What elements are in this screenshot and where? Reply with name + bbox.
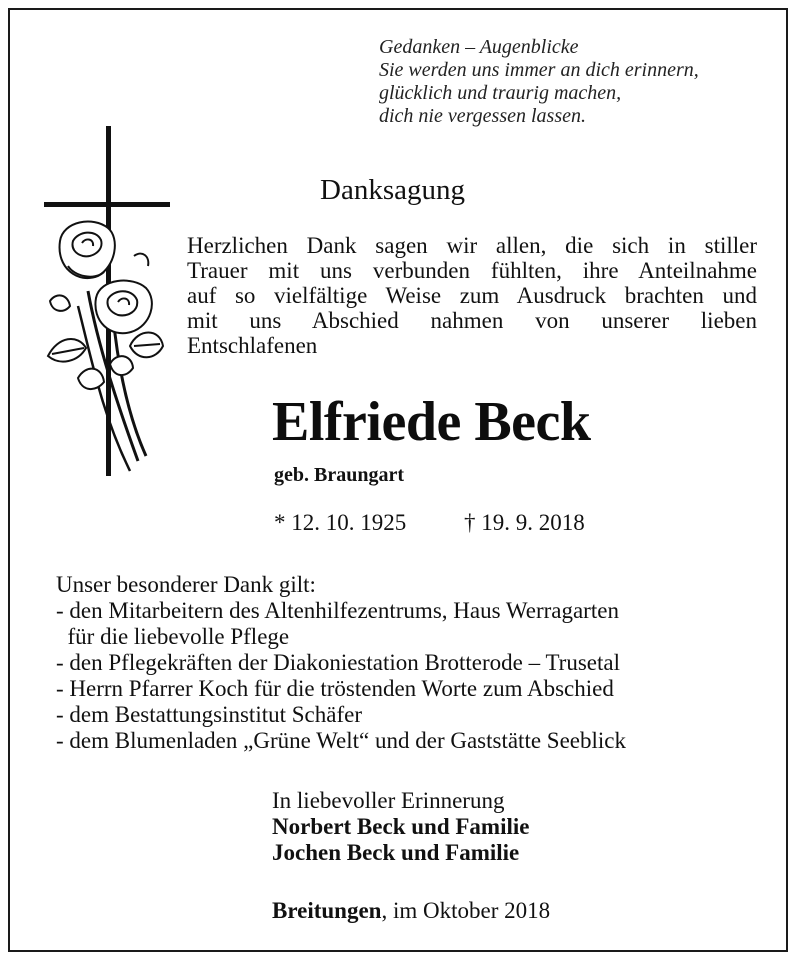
poem-line: dich nie vergessen lassen. — [379, 105, 586, 127]
thanks-item: - den Mitarbeitern des Altenhilfezentrums, Haus Werragarten — [56, 598, 619, 623]
intro-line: mit uns Abschied nahmen von unserer lieben — [187, 308, 757, 333]
memory-line: In liebevoller Erinnerung — [272, 788, 505, 813]
cross-horizontal-beam — [44, 202, 170, 207]
memorial-poem — [379, 36, 699, 128]
page-title: Danksagung — [320, 174, 465, 206]
intro-line: auf so vielfältige Weise zum Ausdruck brachten und — [187, 283, 757, 308]
thanks-item: - dem Blumenladen „Grüne Welt“ und der Gaststätte Seeblick — [56, 728, 626, 753]
cross-with-roses-icon — [38, 116, 178, 476]
closing-date: , im Oktober 2018 — [381, 898, 551, 923]
deceased-name: Elfriede Beck — [272, 391, 591, 453]
poem-line: Sie werden uns immer an dich erinnern, — [379, 59, 699, 81]
place-name: Breitungen — [272, 898, 382, 923]
thanks-item: - Herrn Pfarrer Koch für die tröstenden Worte zum Abschied — [56, 676, 614, 701]
thanks-item: - dem Bestattungsinstitut Schäfer — [56, 702, 362, 727]
family-name: Jochen Beck und Familie — [272, 840, 520, 865]
life-dates — [274, 510, 585, 536]
place-and-date — [272, 898, 550, 924]
intro-line: Herzlichen Dank sagen wir allen, die sich in stiller — [187, 233, 757, 258]
special-thanks — [56, 572, 626, 754]
poem-line: glücklich und traurig machen, — [379, 82, 622, 104]
thanks-item: - den Pflegekräften der Diakoniestation Brotterode – Trusetal — [56, 650, 620, 675]
maiden-name: geb. Braungart — [274, 464, 404, 486]
closing-signature — [272, 788, 529, 866]
poem-line: Gedanken – Augenblicke — [379, 36, 579, 58]
obituary-card — [8, 8, 788, 952]
intro-line: Entschlafenen — [187, 333, 318, 358]
thanks-item: für die liebevolle Pflege — [56, 624, 290, 649]
intro-line: Trauer mit uns verbunden fühlten, ihre Anteilnahme — [187, 258, 757, 283]
family-name: Norbert Beck und Familie — [272, 814, 530, 839]
rose-upper — [60, 222, 115, 279]
birth-date: * 12. 10. 1925 — [274, 510, 407, 535]
death-date: † 19. 9. 2018 — [464, 510, 585, 535]
intro-paragraph — [187, 233, 757, 358]
rose-lower — [95, 281, 151, 334]
thanks-intro: Unser besonderer Dank gilt: — [56, 572, 316, 597]
